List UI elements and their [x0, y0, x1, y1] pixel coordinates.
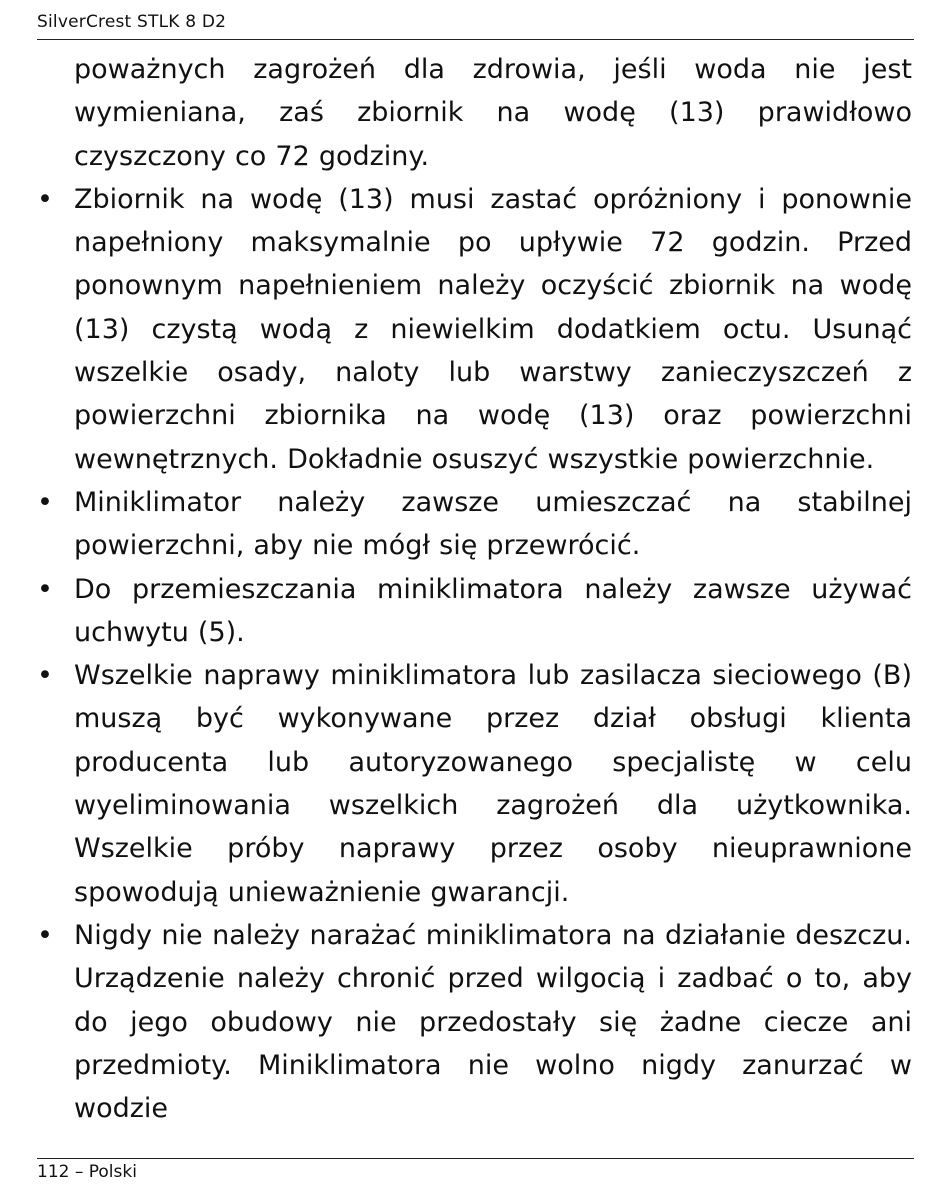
bullet-icon: • [37, 660, 53, 692]
bullet-text: Do przemieszczania miniklimatora należy zawsze używać uchwytu (5). [74, 573, 912, 648]
bullet-item-water-tank [37, 178, 912, 481]
bullet-icon: • [37, 919, 53, 951]
header-divider [37, 39, 914, 40]
bullet-text: Wszelkie naprawy miniklimatora lub zasilacza sieciowego (B) muszą być wykonywane przez dział obsługi klienta producenta lub autoryzowanego specjalistę w celu wyeliminowania wszelkich zagrożeń dla użytkownika. Wszelkie próby naprawy przez osoby nieuprawnione spowodują unieważnienie gwarancji. [74, 660, 912, 908]
bullet-item-repairs [37, 654, 912, 914]
page-header: SilverCrest STLK 8 D2 [37, 12, 227, 32]
page-body [37, 48, 912, 1130]
bullet-icon: • [37, 486, 53, 518]
footer-divider [37, 1158, 914, 1159]
continuation-paragraph: poważnych zagrożeń dla zdrowia, jeśli woda nie jest wymieniana, zaś zbiornik na wodę (13) prawidłowo czyszczony co 72 godziny. [74, 54, 912, 172]
bullet-icon: • [37, 183, 53, 215]
safety-bullet-list [37, 178, 912, 1131]
bullet-item-moisture [37, 914, 912, 1130]
bullet-text: Miniklimator należy zawsze umieszczać na stabilnej powierzchni, aby nie mógł się przewrócić. [74, 486, 912, 562]
bullet-text: Nigdy nie należy narażać miniklimatora na działanie deszczu. Urządzenie należy chronić przed wilgocią i zadbać o to, aby do jego obudowy nie przedostały się żadne ciecze ani przedmioty. Miniklimatora nie wolno nigdy zanurzać w wodzie [74, 919, 912, 1125]
bullet-text: Zbiornik na wodę (13) musi zastać opróżniony i ponownie napełniony maksymalnie po upływie 72 godzin. Przed ponownym napełnieniem należy oczyścić zbiornik na wodę (13) czystą wodą z niewielkim dodatkiem octu. Usunąć wszelkie osady, naloty lub warstwy zanieczyszczeń z powierzchni zbiornika na wodę (13) oraz powierzchni wewnętrznych. Dokładnie osuszyć wszystkie powierzchnie. [74, 183, 912, 475]
bullet-item-handle [37, 568, 912, 655]
bullet-item-stable-surface [37, 481, 912, 568]
bullet-icon: • [37, 573, 53, 605]
page-footer: 112 – Polski [37, 1162, 137, 1182]
